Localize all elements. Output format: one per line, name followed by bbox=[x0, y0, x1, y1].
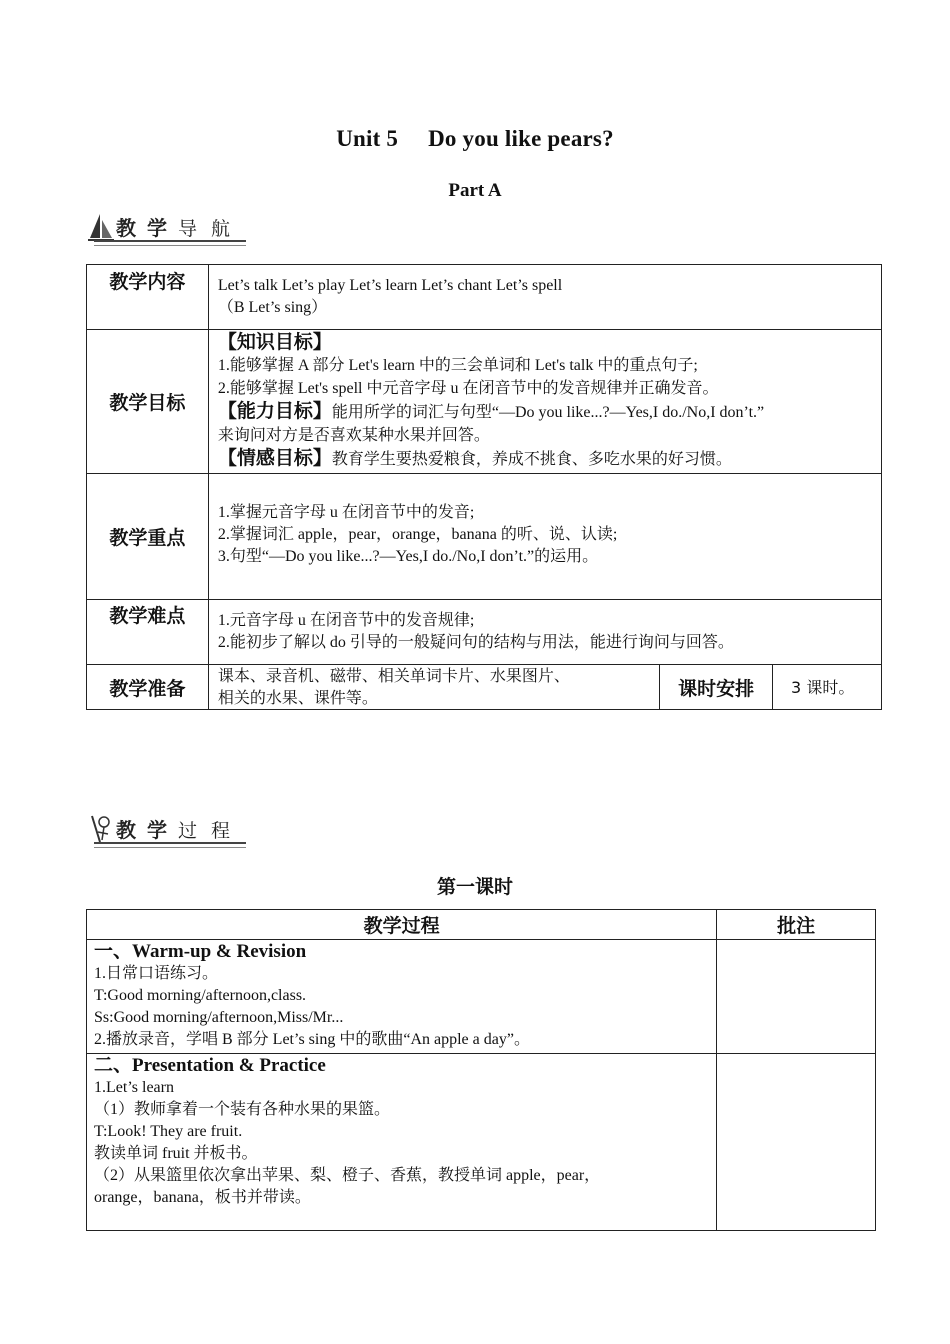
sec1-line: 2.播放录音，学唱 B 部分 Let’s sing 中的歌曲“An apple a day”。 bbox=[94, 1031, 530, 1048]
prep-line2: 相关的水果、课件等。 bbox=[217, 688, 378, 707]
goal-emotion-text: 教育学生要热爱粮食，养成不挑食、多吃水果的好习惯。 bbox=[331, 451, 732, 468]
prep-cell bbox=[208, 665, 659, 710]
document-title bbox=[0, 126, 950, 152]
key-3: 3.句型“—Do you like...?—Yes,I do./No,I don’t.”的运用。 bbox=[217, 548, 599, 565]
col-process: 教学过程 bbox=[87, 910, 717, 940]
guide-light: 导 航 bbox=[177, 218, 234, 240]
sec1-line: 1.日常口语练习。 bbox=[94, 965, 219, 982]
section-warmup bbox=[87, 940, 717, 1054]
document-subtitle: Part A bbox=[448, 180, 502, 201]
content-cell bbox=[208, 265, 881, 330]
difficult-head: 教学难点 bbox=[87, 600, 209, 665]
section-presentation bbox=[87, 1054, 717, 1231]
goal-knowledge-1: 1.能够掌握 A 部分 Let's learn 中的三会单词和 Let's talk 中的重点句子; bbox=[217, 357, 698, 374]
sec1-line: T:Good morning/afternoon,class. bbox=[94, 987, 307, 1004]
content-line2: （B Let’s sing） bbox=[217, 299, 328, 316]
goal-knowledge-2: 2.能够掌握 Let's spell 中元音字母 u 在闭音节中的发音规律并正确发音。 bbox=[217, 380, 719, 397]
sec2-line: （2）从果篮里依次拿出苹果、梨、橙子、香蕉，教授单词 apple，pear， bbox=[94, 1167, 601, 1184]
content-head: 教学内容 bbox=[87, 265, 209, 330]
goal-knowledge-tag: 【知识目标】 bbox=[217, 331, 332, 353]
sec2-line: T:Look! They are fruit. bbox=[94, 1123, 243, 1140]
notes-cell bbox=[717, 940, 876, 1054]
difficult-2: 2.能初步了解以 do 引导的一般疑问句的结构与用法，能进行询问与回答。 bbox=[217, 634, 734, 651]
key-1: 1.掌握元音字母 u 在闭音节中的发音; bbox=[217, 504, 475, 521]
goals-cell bbox=[208, 330, 881, 474]
sec1-title: 一、Warm-up & Revision bbox=[94, 941, 307, 962]
goals-head: 教学目标 bbox=[87, 330, 209, 474]
prep-head: 教学准备 bbox=[87, 665, 209, 710]
goal-emotion-tag: 【情感目标】 bbox=[217, 447, 332, 469]
difficult-cell bbox=[208, 600, 881, 665]
col-notes: 批注 bbox=[717, 910, 876, 940]
difficult-1: 1.元音字母 u 在闭音节中的发音规律; bbox=[217, 612, 475, 629]
goal-ability-tag: 【能力目标】 bbox=[217, 400, 332, 422]
title-unit: Unit 5 bbox=[336, 126, 399, 151]
sec2-title: 二、Presentation & Practice bbox=[94, 1055, 326, 1076]
content-line1: Let’s talk Let’s play Let’s learn Let’s chant Let’s spell bbox=[217, 277, 563, 294]
goal-ability-text2: 来询问对方是否喜欢某种水果并回答。 bbox=[217, 427, 490, 444]
schedule-head: 课时安排 bbox=[660, 665, 773, 710]
guide-bold: 教 学 bbox=[116, 216, 169, 240]
sail-icon bbox=[86, 210, 116, 244]
schedule-value: 3 课时。 bbox=[773, 665, 882, 710]
prep-line1: 课本、录音机、磁带、相关单词卡片、水果图片、 bbox=[217, 666, 570, 685]
sec2-line: orange，banana，板书并带读。 bbox=[94, 1189, 311, 1206]
lesson-title: 第一课时 bbox=[436, 876, 513, 898]
key-head: 教学重点 bbox=[87, 474, 209, 600]
sec2-line: （1）教师拿着一个装有各种水果的果篮。 bbox=[94, 1101, 391, 1118]
overview-table bbox=[86, 264, 882, 710]
key-2: 2.掌握词汇 apple，pear，orange，banana 的听、说、认读; bbox=[217, 526, 618, 543]
teaching-guide-banner bbox=[86, 210, 246, 246]
goal-ability-text: 能用所学的词汇与句型“—Do you like...?—Yes,I do./No,I don’t.” bbox=[331, 404, 765, 421]
lesson-table bbox=[86, 909, 876, 1231]
process-bold: 教 学 bbox=[116, 818, 169, 842]
teaching-process-banner bbox=[86, 812, 246, 848]
sec2-line: 1.Let’s learn bbox=[94, 1079, 174, 1096]
key-cell bbox=[208, 474, 881, 600]
sec2-line: 教读单词 fruit 并板书。 bbox=[94, 1145, 258, 1162]
notes-cell bbox=[717, 1054, 876, 1231]
title-question: Do you like pears? bbox=[428, 126, 614, 151]
process-light: 过 程 bbox=[177, 820, 234, 842]
sec1-line: Ss:Good morning/afternoon,Miss/Mr... bbox=[94, 1009, 344, 1026]
